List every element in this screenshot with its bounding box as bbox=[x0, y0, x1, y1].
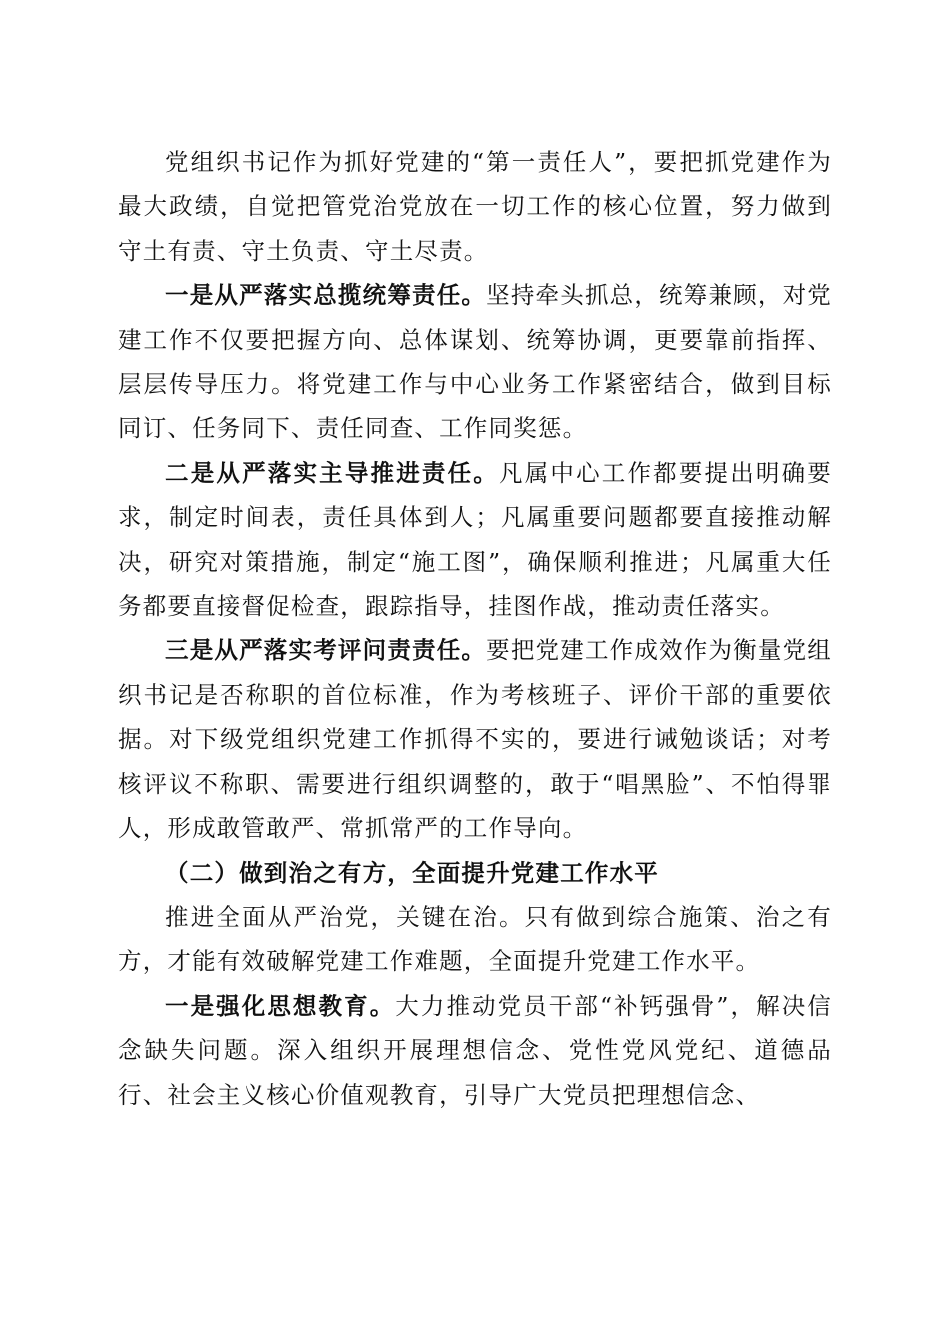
paragraph-item-1 bbox=[118, 273, 832, 451]
paragraph-lead: 一是从严落实总揽统筹责任。 bbox=[165, 281, 487, 310]
paragraph-intro bbox=[118, 140, 832, 273]
paragraph-text: 推进全面从严治党，关键在治。只有做到综合施策、治之有方，才能有效破解党建工作难题，全面提升党建工作水平。 bbox=[118, 902, 832, 976]
paragraph-text: 凡属中心工作都要提出明确要求，制定时间表，责任具体到人；凡属重要问题都要直接推动解决，研究对策措施，制定“施工图”，确保顺利推进；凡属重大任务都要直接督促检查，跟踪指导，挂图作战，推动责任落实。 bbox=[118, 458, 832, 621]
paragraph-item-3 bbox=[118, 628, 832, 850]
section-heading: （二）做到治之有方，全面提升党建工作水平 bbox=[165, 858, 659, 887]
paragraph-text: 要把党建工作成效作为衡量党组织书记是否称职的首位标准，作为考核班子、评价干部的重要依据。对下级党组织党建工作抓得不实的，要进行诫勉谈话；对考核评议不称职、需要进行组织调整的，敢于“唱黑脸”、不怕得罪人，形成敢管敢严、常抓常严的工作导向。 bbox=[118, 636, 832, 843]
paragraph-item-4 bbox=[118, 984, 832, 1117]
paragraph-lead: 一是强化思想教育。 bbox=[165, 991, 396, 1020]
paragraph-text: 党组织书记作为抓好党建的“第一责任人”，要把抓党建作为最大政绩，自觉把管党治党放在一切工作的核心位置，努力做到守土有责、守土负责、守土尽责。 bbox=[118, 148, 832, 265]
paragraph-text: 坚持牵头抓总，统筹兼顾，对党建工作不仅要把握方向、总体谋划、统筹协调，更要靠前指挥、层层传导压力。将党建工作与中心业务工作紧密结合，做到目标同订、任务同下、责任同查、工作同奖惩。 bbox=[118, 281, 832, 443]
paragraph-lead: 二是从严落实主导推进责任。 bbox=[165, 458, 499, 487]
paragraph-item-2 bbox=[118, 451, 832, 629]
document-body bbox=[118, 140, 832, 1117]
paragraph-text: 大力推动党员干部“补钙强骨”，解决信念缺失问题。深入组织开展理想信念、党性党风党纪、道德品行、社会主义核心价值观教育，引导广大党员把理想信念、 bbox=[118, 991, 832, 1109]
paragraph-section-intro bbox=[118, 895, 832, 984]
paragraph-lead: 三是从严落实考评问责责任。 bbox=[165, 636, 487, 665]
